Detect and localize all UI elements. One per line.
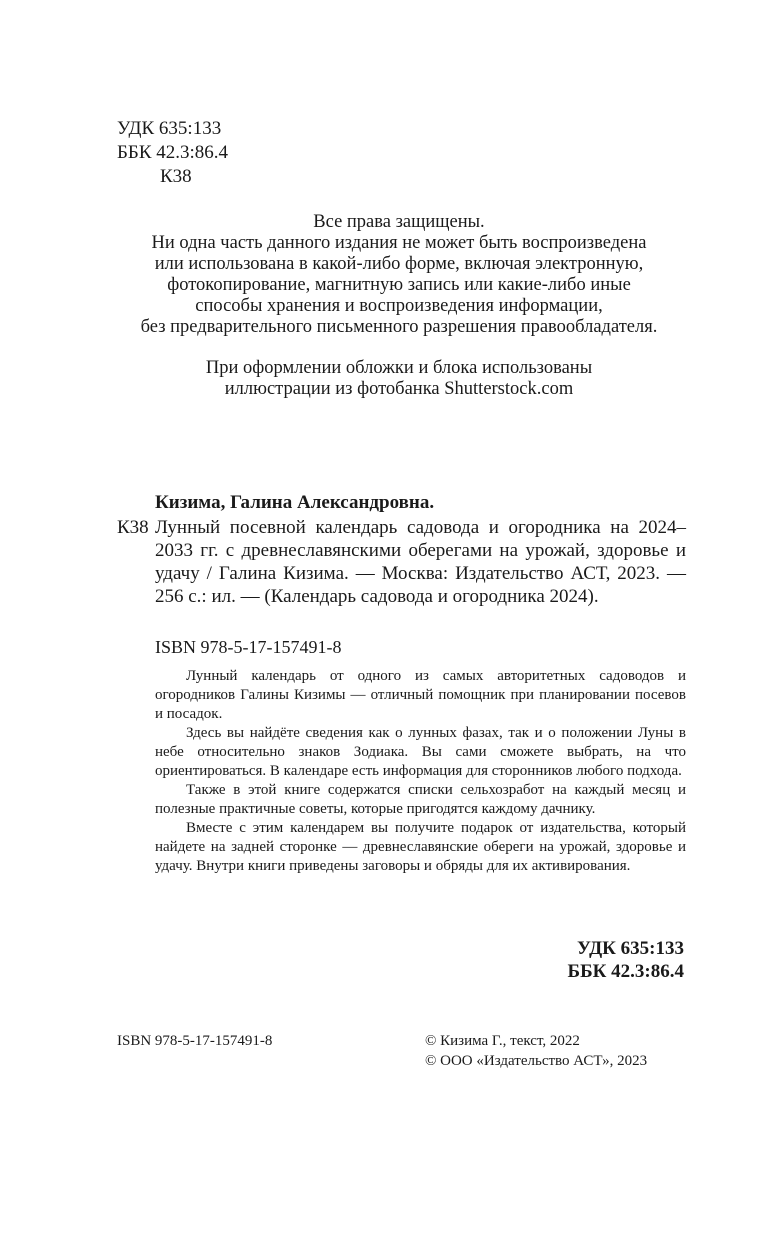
annotation	[155, 667, 686, 876]
illustrations-line: иллюстрации из фотобанка Shutterstock.com	[224, 379, 574, 399]
copyright-block	[425, 1031, 647, 1071]
annotation-paragraph: Также в этой книге содержатся списки сельхозработ на каждый месяц и полезные практичные советы, которые пригодятся каждому дачнику.	[155, 782, 686, 817]
classification-block	[117, 117, 228, 189]
author-mark: К38	[160, 166, 192, 187]
rights-line: фотокопирование, магнитную запись или какие-либо иные	[167, 275, 631, 295]
footer-isbn: ISBN 978-5-17-157491-8	[117, 1033, 273, 1049]
bbk-code: ББК 42.3:86.4	[117, 142, 229, 163]
copyright-author: © Кизима Г., текст, 2022	[425, 1033, 580, 1049]
record-author: Кизима, Галина Александровна.	[155, 492, 435, 513]
record-description: Лунный посевной календарь садовода и огородника на 2024–2033 гг. с древнеславянскими оберегами на урожай, здоровье и удачу / Галина Кизима. — Москва: Издательство АСТ, 2023. — 256 с.: ил. — (Календарь садовода и огородника 2024).	[155, 517, 686, 607]
udk-code: УДК 635:133	[117, 118, 222, 139]
bbk-index: ББК 42.3:86.4	[567, 961, 684, 982]
udk-index: УДК 635:133	[577, 938, 684, 959]
record-isbn: ISBN 978-5-17-157491-8	[155, 637, 342, 657]
annotation-paragraph: Вместе с этим календарем вы получите подарок от издательства, который найдете на задней сторонке — древнеславянские обереги на урожай, здоровье и удачу. Внутри книги приведены заговоры и обряды для их активирования.	[155, 820, 686, 874]
illustrations-line: При оформлении обложки и блока использованы	[205, 358, 593, 378]
rights-line: Ни одна часть данного издания не может быть воспроизведена	[151, 233, 647, 253]
rights-line: способы хранения и воспроизведения информации,	[195, 296, 603, 316]
annotation-paragraph: Лунный календарь от одного из самых авторитетных садоводов и огородников Галины Кизимы — отличный помощник при планировании посевов и посадок.	[155, 668, 686, 722]
rights-line: без предварительного письменного разрешения правообладателя.	[140, 317, 658, 337]
annotation-paragraph: Здесь вы найдёте сведения как о лунных фазах, так и о положении Луны в небе относительно знаков Зодиака. Вы сами сможете выбрать, на что ориентироваться. В календаре есть информация для сторонников любого подхода.	[155, 725, 686, 779]
record-code: К38	[117, 517, 149, 538]
illustrations-notice	[100, 358, 698, 400]
indices-block	[568, 937, 684, 983]
rights-notice	[100, 212, 698, 338]
rights-line: или использована в какой-либо форме, включая электронную,	[154, 254, 644, 274]
rights-line: Все права защищены.	[313, 212, 485, 232]
copyright-publisher: © ООО «Издательство АСТ», 2023	[425, 1053, 648, 1069]
